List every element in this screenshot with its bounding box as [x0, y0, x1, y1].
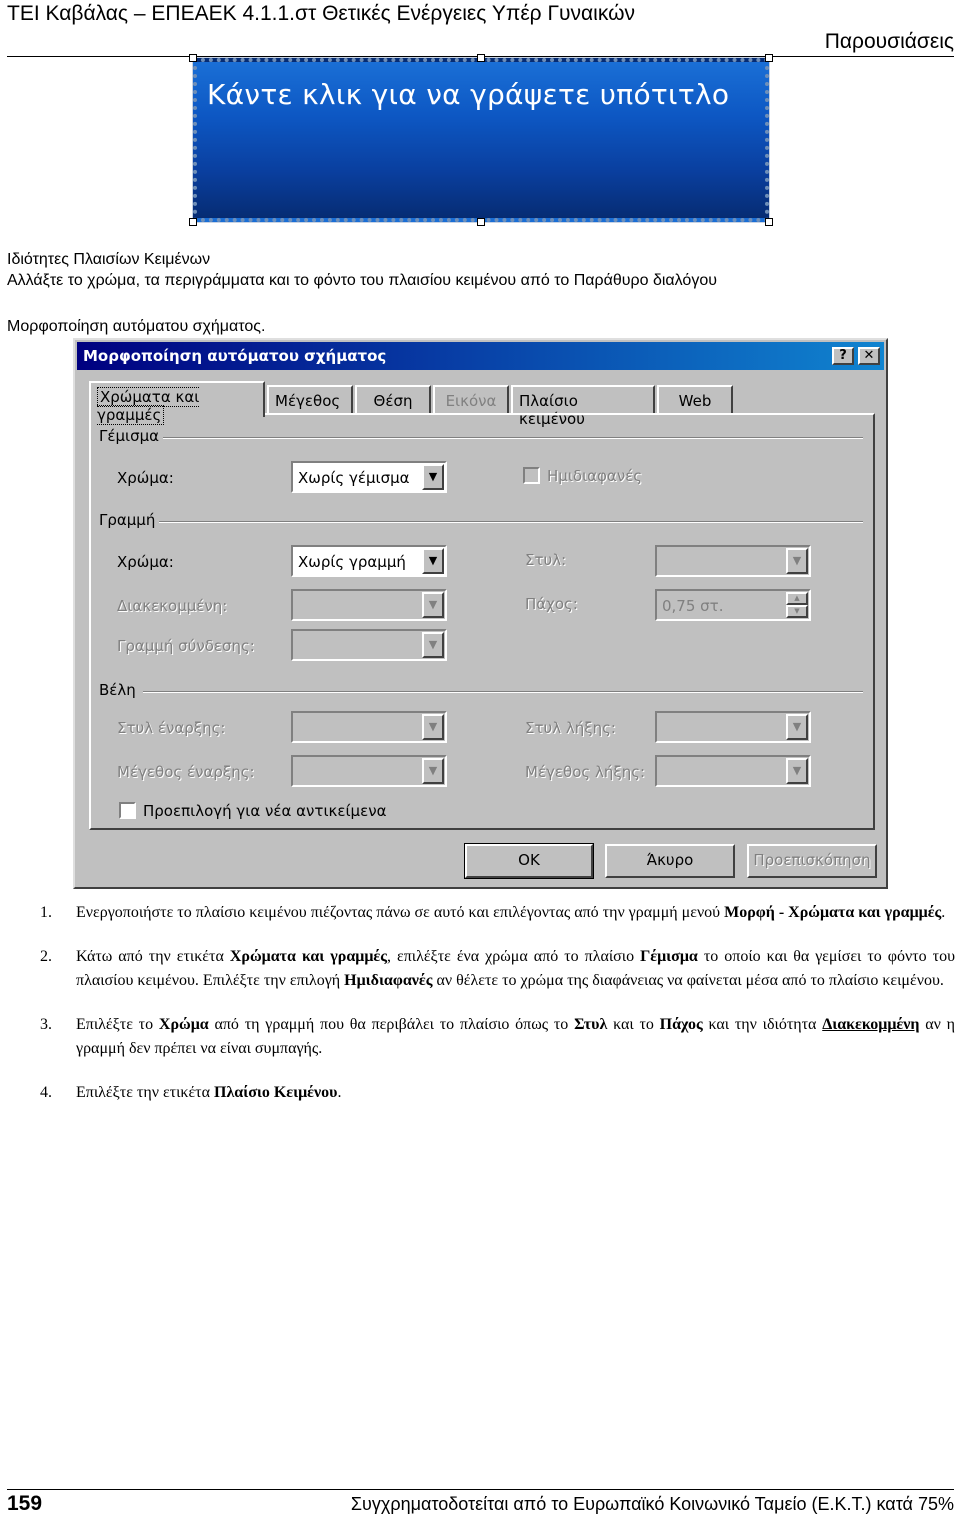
fill-group-divider — [163, 437, 863, 439]
fill-color-select[interactable] — [291, 461, 447, 493]
tab-web[interactable] — [657, 385, 733, 415]
step-item — [40, 945, 955, 993]
dashed-label: Διακεκομμένη: — [117, 597, 228, 615]
step-text — [76, 1016, 955, 1057]
begin-style-select[interactable] — [291, 711, 447, 743]
step-text-run: , επιλέξτε ένα χρώμα από το πλαίσιο — [386, 948, 641, 965]
footer-rule — [7, 1489, 954, 1490]
step-item — [40, 1013, 955, 1061]
step-emphasis: Ημιδιαφανές — [344, 972, 433, 989]
line-group-label: Γραμμή — [99, 511, 156, 529]
line-style-select[interactable] — [655, 545, 811, 577]
spin-down-icon[interactable]: ▼ — [786, 605, 808, 618]
step-text-run: Επιλέξτε την ετικέτα — [76, 1084, 214, 1101]
line-color-value: Χωρίς γραμμή — [298, 553, 406, 571]
step-text-run: . — [941, 904, 946, 921]
line-weight-label: Πάχος: — [525, 595, 578, 613]
connector-label: Γραμμή σύνδεσης: — [117, 637, 255, 655]
step-emphasis: Στυλ — [574, 1016, 608, 1033]
chevron-down-icon[interactable]: ▼ — [786, 758, 808, 784]
line-weight-spinner[interactable] — [655, 589, 811, 621]
fill-color-label: Χρώμα: — [117, 469, 174, 487]
preview-button[interactable]: Προεπισκόπηση — [747, 844, 877, 878]
cancel-button[interactable]: Άκυρο — [605, 844, 735, 878]
arrows-group-label: Βέλη — [99, 681, 136, 699]
default-for-new-checkbox[interactable] — [119, 802, 136, 819]
step-text-run: και την ιδιότητα — [702, 1016, 823, 1033]
section-title: Ιδιότητες Πλαισίων Κειμένων — [7, 251, 211, 268]
step-text — [76, 904, 945, 921]
begin-size-label: Μέγεθος έναρξης: — [117, 763, 255, 781]
tab-label: Πλαίσιο κειμένου — [519, 392, 585, 428]
arrows-group-divider — [143, 691, 863, 693]
subtitle-placeholder-text: Κάντε κλικ για να γράψετε υπότιτλο — [207, 78, 730, 111]
end-size-label: Μέγεθος λήξης: — [525, 763, 646, 781]
semitransparent-label: Ημιδιαφανές — [547, 467, 643, 485]
ok-button[interactable]: OK — [465, 844, 593, 878]
tab-text-box[interactable] — [511, 385, 655, 428]
step-text — [76, 948, 955, 989]
chevron-down-icon[interactable]: ▼ — [422, 592, 444, 618]
footer-text: Συγχρηματοδοτείται από το Ευρωπαϊκό Κοινωνικό Ταμείο (Ε.Κ.Τ.) κατά 75% — [350, 1494, 954, 1514]
step-emphasis: Γέμισμα — [640, 948, 698, 965]
chevron-down-icon[interactable]: ▼ — [422, 632, 444, 658]
step-text-run: από τη γραμμή που θα περιβάλει το πλαίσιο όπως το — [208, 1016, 575, 1033]
dialog-title-bar — [77, 342, 884, 370]
format-autoshape-dialog — [73, 338, 888, 889]
step-text-run: Ενεργοποιήστε το πλαίσιο κειμένου πιέζοντας πάνω σε αυτό και επιλέγοντας από την γραμμή μενού — [76, 904, 725, 921]
chevron-down-icon[interactable]: ▼ — [786, 548, 808, 574]
line-group-divider — [159, 521, 863, 523]
step-text-run: . — [337, 1084, 342, 1101]
end-size-select[interactable] — [655, 755, 811, 787]
end-style-label: Στυλ λήξης: — [525, 719, 616, 737]
tab-size[interactable] — [267, 385, 353, 415]
begin-style-label: Στυλ έναρξης: — [117, 719, 226, 737]
tab-colors-lines[interactable] — [89, 381, 265, 424]
step-emphasis: Πλαίσιο Κειμένου — [214, 1084, 338, 1101]
step-number: 2. — [40, 948, 52, 965]
resize-handle-tr[interactable] — [765, 54, 773, 62]
step-item — [40, 901, 955, 925]
tab-label: Θέση — [373, 392, 413, 410]
step-text-run: Κάτω από την ετικέτα — [76, 948, 230, 965]
resize-handle-bl[interactable] — [189, 218, 197, 226]
step-text-run: αν η γραμμή δεν πρέπει να είναι συμπαγής. — [76, 1016, 956, 1057]
step-emphasis: Πάχος — [659, 1016, 703, 1033]
step-text-run: Επιλέξτε το — [76, 1016, 159, 1033]
chevron-down-icon[interactable]: ▼ — [422, 548, 444, 574]
resize-handle-bc[interactable] — [477, 218, 485, 226]
step-emphasis: Μορφή - Χρώματα και γραμμές — [724, 904, 942, 921]
begin-size-select[interactable] — [291, 755, 447, 787]
header-right: Παρουσιάσεις — [824, 30, 954, 53]
spin-up-icon[interactable]: ▲ — [786, 592, 808, 605]
line-style-label: Στυλ: — [525, 551, 567, 569]
close-icon[interactable]: ✕ — [858, 347, 880, 365]
tab-panel — [89, 413, 875, 830]
step-number: 4. — [40, 1084, 52, 1101]
step-item — [40, 1081, 955, 1105]
chevron-down-icon[interactable]: ▼ — [422, 714, 444, 740]
page-number: 159 — [7, 1492, 43, 1515]
tab-position[interactable] — [355, 385, 431, 415]
resize-handle-br[interactable] — [765, 218, 773, 226]
dialog-title: Μορφοποίηση αυτόματου σχήματος — [83, 347, 387, 365]
end-style-select[interactable] — [655, 711, 811, 743]
tab-label: Χρώματα και γραμμές — [97, 388, 200, 424]
resize-handle-tc[interactable] — [477, 54, 485, 62]
connector-select[interactable] — [291, 629, 447, 661]
step-text-run: το οποίο και θα γεμίσει το φόντο του πλαισίου κειμένου. Επιλέξτε την επιλογή — [76, 948, 956, 989]
fill-color-value: Χωρίς γέμισμα — [298, 469, 410, 487]
step-number: 1. — [40, 904, 52, 921]
fill-group-label: Γέμισμα — [99, 427, 160, 445]
line-weight-value: 0,75 στ. — [662, 597, 724, 615]
dashed-select[interactable] — [291, 589, 447, 621]
subtitle-placeholder[interactable] — [193, 58, 769, 222]
line-color-select[interactable] — [291, 545, 447, 577]
default-for-new-label: Προεπιλογή για νέα αντικείμενα — [143, 802, 387, 820]
line-color-label: Χρώμα: — [117, 553, 174, 571]
help-icon[interactable]: ? — [832, 347, 854, 365]
tab-label: Μέγεθος — [275, 392, 341, 410]
header-left: ΤΕΙ Καβάλας – ΕΠΕΑΕΚ 4.1.1.στ Θετικές Ενέργειες Υπέρ Γυναικών — [7, 2, 635, 25]
step-text-run: αν θέλετε το χρώμα της διαφάνειας να φαίνεται μέσα από το πλαίσιο κειμένου. — [432, 972, 944, 989]
chevron-down-icon[interactable]: ▼ — [422, 758, 444, 784]
step-number: 3. — [40, 1016, 52, 1033]
chevron-down-icon[interactable]: ▼ — [786, 714, 808, 740]
instruction-steps — [40, 901, 955, 1125]
semitransparent-checkbox[interactable] — [523, 467, 540, 484]
resize-handle-tl[interactable] — [189, 54, 197, 62]
step-emphasis: Διακεκομμένη — [822, 1016, 920, 1033]
tab-label: Web — [678, 392, 712, 410]
section-text-line1: Αλλάξτε το χρώμα, τα περιγράμματα και το φόντο του πλαισίου κειμένου από το Παράθυρο διαλόγου — [7, 272, 717, 289]
tab-label: Εικόνα — [445, 392, 497, 410]
chevron-down-icon[interactable]: ▼ — [422, 464, 444, 490]
step-emphasis: Χρώμα — [158, 1016, 209, 1033]
step-text-run: και το — [607, 1016, 660, 1033]
step-text — [76, 1084, 341, 1101]
step-emphasis: Χρώματα και γραμμές — [229, 948, 387, 965]
tab-picture[interactable] — [433, 385, 509, 415]
section-text-line2: Μορφοποίηση αυτόματου σχήματος. — [7, 318, 266, 335]
